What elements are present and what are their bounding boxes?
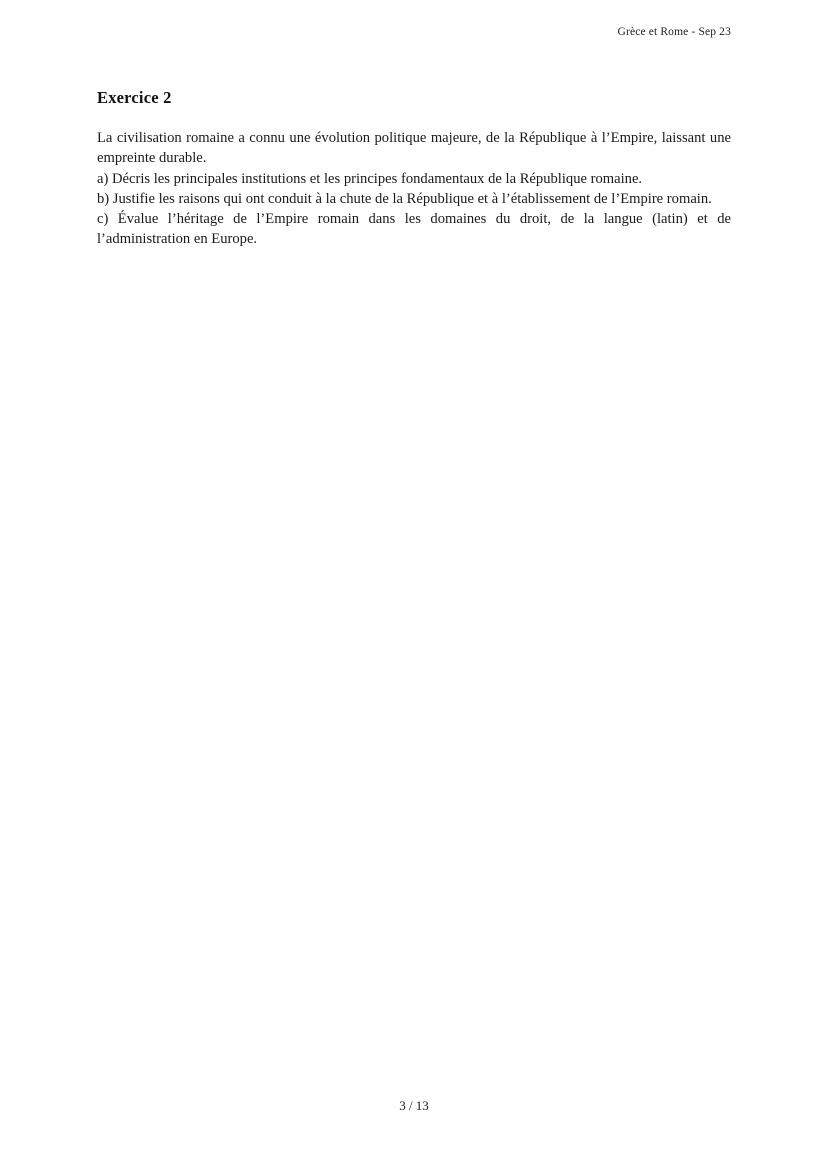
intro-paragraph: La civilisation romaine a connu une évolution politique majeure, de la République à l’Empire, laissant une empreinte durable.: [97, 130, 731, 167]
page-content: [97, 88, 731, 250]
question-item-c: c) Évalue l’héritage de l’Empire romain dans les domaines du droit, de la langue (latin) et de l’administration en Europe.: [97, 211, 731, 248]
running-header: Grèce et Rome - Sep 23: [617, 26, 731, 38]
page-number: 3 / 13: [399, 1098, 429, 1113]
page-title: Exercice 2: [97, 88, 172, 107]
question-item-a: a) Décris les principales institutions et les principes fondamentaux de la République romaine.: [97, 170, 643, 187]
question-item-b: b) Justifie les raisons qui ont conduit à la chute de la République et à l’établissement de l’Empire romain.: [97, 190, 712, 207]
